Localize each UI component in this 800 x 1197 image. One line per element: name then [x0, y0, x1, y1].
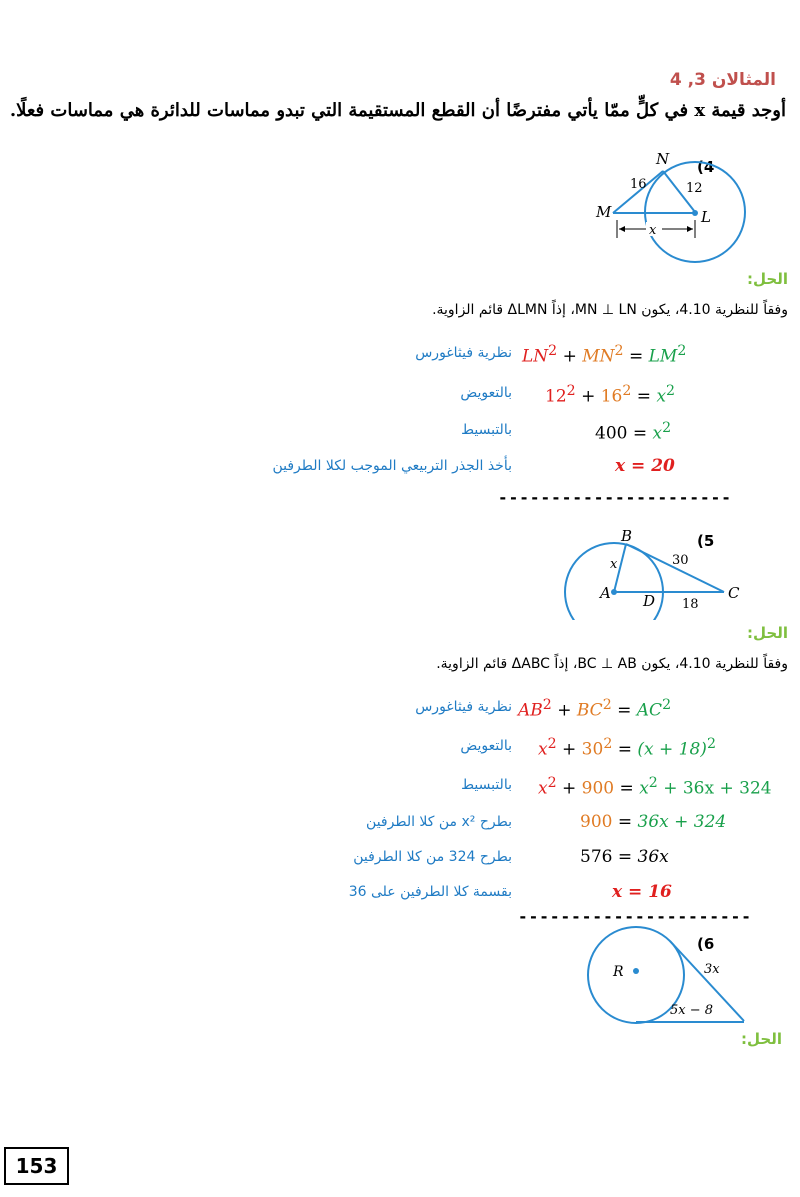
q4-answer: x = 20	[615, 456, 675, 476]
label-3x: 3x	[704, 962, 720, 977]
figure-q5-main	[560, 520, 760, 620]
figure-q4	[590, 150, 760, 265]
label-a: A	[600, 584, 611, 602]
q4-solution-label: الحل:	[747, 270, 788, 288]
section-title: المثالان 3, 4	[669, 70, 776, 90]
q5-step3-eq: $x^2 + 900 = x^2 + 36x + 324$	[538, 775, 772, 799]
label-12: 12	[686, 181, 703, 196]
q4-divider: ----------------------	[498, 488, 732, 507]
label-5x-8: 5x − 8	[670, 1003, 714, 1018]
label-l: L	[701, 208, 711, 226]
q5-step4-eq: 900 = 36x + 324	[580, 812, 727, 832]
question-6-number: (6	[697, 935, 715, 953]
label-16: 16	[630, 177, 647, 192]
label-r: R	[613, 964, 624, 980]
question-4-number: (4	[697, 158, 715, 176]
q4-step3-reason: بالتبسيط	[461, 422, 512, 438]
figure-q6	[560, 925, 760, 1025]
instruction: أوجد قيمة x في كلٍّ ممّا يأتي مفترضًا أن القطع المستقيمة التي تبدو مماسات للدائرة هي مماسات فعلًا.	[9, 100, 786, 121]
center-a	[611, 589, 617, 595]
dim-arrow-right	[687, 226, 693, 232]
q4-step1-reason: نظرية فيثاغورس	[415, 345, 512, 361]
label-30: 30	[672, 553, 689, 568]
label-d: D	[643, 592, 656, 610]
q5-divider: ----------------------	[518, 907, 752, 926]
q4-step1-eq: $LN^2 + MN^2 = LM^2$	[522, 343, 687, 367]
q5-step5-eq: 576 = 36x	[580, 847, 669, 867]
q6-solution-label: الحل:	[741, 1030, 782, 1048]
q4-step2-reason: بالتعويض	[460, 385, 512, 401]
q5-step2-reason: بالتعويض	[460, 738, 512, 754]
q4-step3-eq: $400 = x^2$	[595, 420, 672, 444]
q4-step2-eq: $12^2 + 16^2 = x^2$	[545, 383, 676, 407]
q5-step3-reason: بالتبسيط	[461, 777, 512, 793]
q5-solution-label: الحل:	[747, 624, 788, 642]
label-c: C	[728, 584, 740, 602]
q5-step6-reason: بقسمة كلا الطرفين على 36	[348, 884, 512, 900]
center-r	[633, 968, 639, 974]
segment-bc	[626, 544, 724, 592]
label-b: B	[621, 527, 633, 545]
dim-arrow-left	[619, 226, 625, 232]
q5-intro: وفقاً للنظرية 4.10، يكون BC ⊥ AB، إذاً ΔABC قائم الزاوية.	[436, 656, 788, 672]
q5-answer: x = 16	[612, 882, 672, 902]
q4-intro: وفقاً للنظرية 4.10، يكون MN ⊥ LN، إذاً ΔLMN قائم الزاوية.	[432, 302, 788, 318]
q5-step1-eq: $AB^2 + BC^2 = AC^2$	[518, 697, 672, 721]
q5-step2-eq: $x^2 + 30^2 = (x + 18)^2$	[538, 736, 716, 760]
label-m: M	[596, 203, 612, 221]
label-18: 18	[682, 597, 699, 612]
label-x: x	[649, 223, 657, 238]
q5-step4-reason: بطرح x² من كلا الطرفين	[366, 814, 512, 830]
center-l	[692, 210, 698, 216]
label-n: N	[656, 150, 670, 168]
question-5-number: (5	[697, 532, 715, 550]
q5-step5-reason: بطرح 324 من كلا الطرفين	[353, 849, 512, 865]
q5-step1-reason: نظرية فيثاغورس	[415, 699, 512, 715]
q4-step4-reason: بأخذ الجذر التربيعي الموجب لكلا الطرفين	[272, 458, 512, 474]
label-x: x	[610, 557, 618, 572]
page-number: 153	[4, 1147, 69, 1185]
